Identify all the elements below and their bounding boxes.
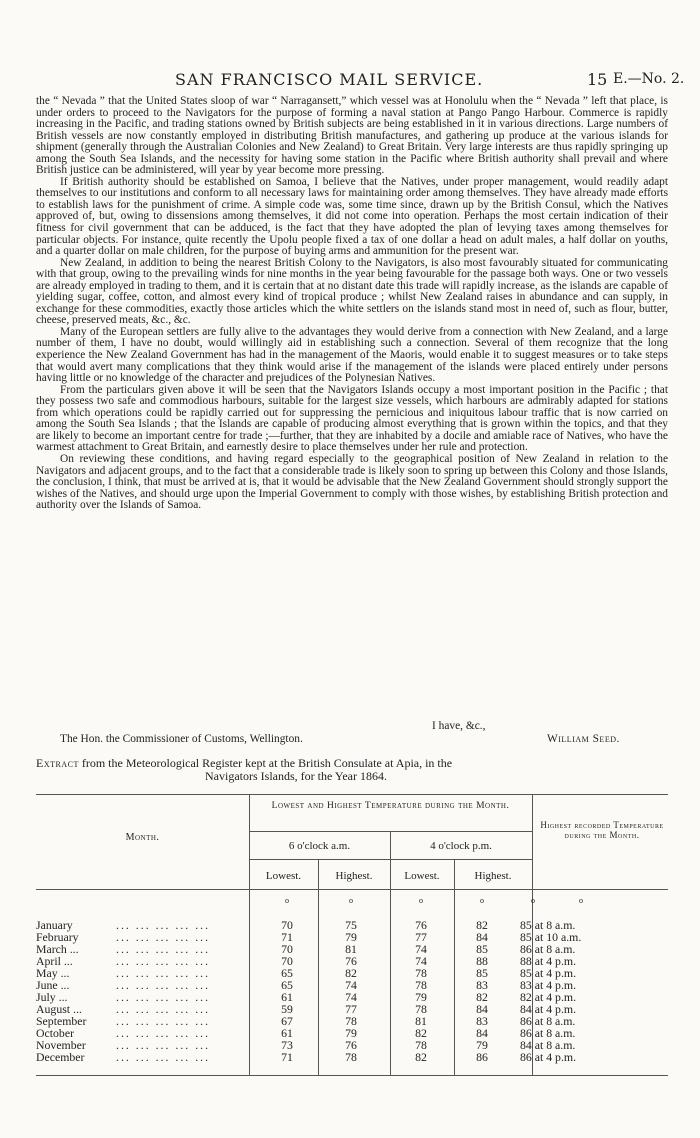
pm-high-cell: 79 [476,1038,488,1052]
am-low-cell: 65 [281,966,293,980]
am-high-cell: 78 [345,1014,357,1028]
pm-highest-header: Highest. [474,870,512,882]
highest-recorded-cell: 84 at 4 p.m. [520,1002,577,1016]
leader-dots: ... ... ... ... ... [116,978,211,992]
pm-low-cell: 78 [415,1002,427,1016]
page-header [0,70,700,94]
table-top-rule [36,794,668,795]
table-row [36,1051,668,1063]
leader-dots: ... ... ... ... ... [116,1038,211,1052]
pm-header: 4 o'clock p.m. [430,840,492,852]
running-title: SAN FRANCISCO MAIL SERVICE. [175,70,484,89]
am-high-cell: 74 [345,990,357,1004]
meteorological-table [36,794,668,1076]
pm-low-cell: 77 [415,930,427,944]
am-high-cell: 79 [345,1026,357,1040]
month-cell: January [36,918,73,932]
am-lowest-header: Lowest. [265,870,302,882]
pm-high-cell: 84 [476,1002,488,1016]
leader-dots: ... ... ... ... ... [116,1014,211,1028]
am-low-cell: 71 [281,930,293,944]
pm-high-cell: 82 [476,990,488,1004]
degree-marker: o [349,896,353,905]
highest-recorded-header: Highest recorded Temperature during the Month. [540,820,664,840]
paragraph: If British authority should be established on Samoa, I believe that the Natives, under proper management, would readily adapt themselves to our institutions and conform to all necessary laws for maintaining order among themselves. They have already made efforts to establish laws for the punishment of crime. A simple code was, some time since, drawn up by the British Consul, which the Natives approved of, but, owing to dissensions among themselves, it did not come into operation. Perhaps the most certain indication of their fitness for civil government that can be adduced, is the fact that they have adopted the plan of levying taxes among themselves for particular objects. For instance, quite recently the Upolu people fixed a tax of one dollar a head on adult males, a half dollar on youths, and a quarter dollar on male children, for the purpose of buying arms and ammunition for the present war. [36,175,668,258]
month-cell: February [36,930,79,944]
degree-marker: o [285,896,289,905]
paragraph: From the particulars given above it will be seen that the Navigators Islands occupy a most important position in the Pacific ; that they possess two safe and commodious harbours, suitable for the largest size vessels, which harbours are admirably adapted for stations from which operations could be rapidly carried out for suppressing the pernicious and iniquitous labour traffic that is now carried on among the South Sea Islands ; that the Islands are capable of producing almost everything that is grown within the topics, and that they are likely to become an important centre for trade ;—further, that they are inhabited by a docile and amiable race of Natives, who have the warmest attachment to Great Britain, and earnestly desire to place themselves under her rule and protection. [36,383,668,454]
am-low-cell: 70 [281,918,293,932]
pm-low-cell: 81 [415,1014,427,1028]
table-caption [36,757,668,783]
pm-low-cell: 76 [415,918,427,932]
caption-text: from the Meteorological Register kept at the British Consulate at Apia, in the [81,756,453,770]
closing-text: I have, &c., [432,720,486,732]
month-cell: August ... [36,1002,82,1016]
am-low-cell: 71 [281,1050,293,1064]
degree-marker: o [480,896,484,905]
am-low-cell: 70 [281,954,293,968]
leader-dots: ... ... ... ... ... [116,990,211,1004]
highest-recorded-cell: 83 at 4 p.m. [520,978,577,992]
month-cell: June ... [36,978,70,992]
pm-high-cell: 83 [476,1014,488,1028]
caption-line-2: Navigators Islands, for the Year 1864. [205,769,387,783]
document-reference: E.—No. 2. [613,71,685,87]
paragraph: New Zealand, in addition to being the nearest British Colony to the Navigators, is also most favourably situated for communicating with that group, owing to the prevailing winds for nine months in the year being favourable for the passage both ways. One or two vessels are already employed in trading to them, and it is certain that at no distant date this trade will rapidly increase, as the islands are capable of yielding sugar, coffee, cotton, and almost every kind of tropical produce ; whilst New Zealand raises in abundance and can supply, in exchange for these commodities, exactly those articles which the white settlers on the islands stand most in need of, such as flour, butter, cheese, preserved meats, &c., &c. [36,256,668,327]
am-high-cell: 76 [345,954,357,968]
leader-dots: ... ... ... ... ... [116,1026,211,1040]
paragraph: Many of the European settlers are fully alive to the advantages they would derive from a connection with New Zealand, and a large number of them, I have no doubt, would willingly aid in establishing such a connection. Several of them recognize that the long experience the New Zealand Government has had in the management of the Maoris, would enable it to suggest measures or to take steps that would avert many complications that they think would arise if the management of the islands were placed entirely under persons having little or no knowledge of the character and prejudices of the Polynesian Natives. [36,325,668,385]
month-cell: September [36,1014,87,1028]
am-high-cell: 79 [345,930,357,944]
am-low-cell: 67 [281,1014,293,1028]
pm-high-cell: 86 [476,1050,488,1064]
am-low-cell: 59 [281,1002,293,1016]
table-bottom-rule [36,1075,668,1076]
caption-label: Extract [36,756,79,770]
pm-high-cell: 88 [476,954,488,968]
highest-recorded-cell: 86 at 8 a.m. [520,1026,576,1040]
am-low-cell: 61 [281,1026,293,1040]
addressee: The Hon. the Commissioner of Customs, Wellington. [60,733,303,745]
highest-recorded-cell: 86 at 8 a.m. [520,1014,576,1028]
pm-high-cell: 85 [476,942,488,956]
header-bottom-rule [36,889,668,890]
am-low-cell: 70 [281,942,293,956]
am-high-cell: 81 [345,942,357,956]
leader-dots: ... ... ... ... ... [116,1050,211,1064]
am-low-cell: 61 [281,990,293,1004]
pm-low-cell: 74 [415,954,427,968]
month-cell: December [36,1050,85,1064]
pm-low-cell: 79 [415,990,427,1004]
month-cell: March ... [36,942,79,956]
leader-dots: ... ... ... ... ... [116,918,211,932]
leader-dots: ... ... ... ... ... [116,954,211,968]
highest-recorded-cell: 85 at 8 a.m. [520,918,576,932]
am-high-cell: 78 [345,1050,357,1064]
paragraph: the “ Nevada ” that the United States sloop of war “ Narragansett,” which vessel was at Honolulu when the “ Nevada ” left that place, is under orders to proceed to the Navigators for the purpose of forming a naval station at Pango Pango Harbour. Commerce is rapidly increasing in the Pacific, and trading stations owned by British subjects are being established in it in various directions. Large numbers of British vessels are now constantly employed in distributing British manufactures, and gathering up produce at the various islands for shipment (generally through the Australian Colonies and New Zealand) to Great Britain. Very large interests are thus rapidly springing up among the South Sea Islands, and the necessity for having some station in the Pacific where British authority shall prevail and where British justice can be administered, will year by year become more pressing. [36,95,668,177]
degree-marker: o [419,896,423,905]
leader-dots: ... ... ... ... ... [116,942,211,956]
leader-dots: ... ... ... ... ... [116,966,211,980]
pm-low-cell: 82 [415,1050,427,1064]
degree-marker: o [531,896,535,905]
highest-recorded-cell: 82 at 4 p.m. [520,990,577,1004]
pm-high-cell: 85 [476,966,488,980]
pm-low-cell: 78 [415,1038,427,1052]
am-low-cell: 73 [281,1038,293,1052]
pm-lowest-header: Lowest. [404,870,440,882]
am-low-cell: 65 [281,978,293,992]
month-cell: October [36,1026,74,1040]
pm-high-cell: 82 [476,918,488,932]
am-header: 6 o'clock a.m. [288,840,351,852]
pm-low-cell: 78 [415,978,427,992]
pm-low-cell: 74 [415,942,427,956]
pm-high-cell: 84 [476,1026,488,1040]
pm-low-cell: 78 [415,966,427,980]
month-cell: April ... [36,954,73,968]
degree-marker: o [579,896,583,905]
am-high-cell: 77 [345,1002,357,1016]
page-number: 15 [587,70,608,89]
signature: William Seed. [547,733,620,745]
pm-high-cell: 84 [476,930,488,944]
am-high-cell: 75 [345,918,357,932]
highest-recorded-cell: 85 at 10 a.m. [520,930,582,944]
am-high-cell: 82 [345,966,357,980]
month-cell: May ... [36,966,70,980]
highest-recorded-cell: 85 at 4 p.m. [520,966,577,980]
highest-recorded-cell: 86 at 8 a.m. [520,942,576,956]
month-header: Month. [125,832,160,843]
highest-recorded-cell: 88 at 4 p.m. [520,954,577,968]
leader-dots: ... ... ... ... ... [116,1002,211,1016]
am-high-cell: 74 [345,978,357,992]
pm-high-cell: 83 [476,978,488,992]
pm-low-cell: 82 [415,1026,427,1040]
temperature-header: Lowest and Highest Temperature during the Month. [271,801,510,811]
highest-recorded-cell: 84 at 8 a.m. [520,1038,576,1052]
paragraph: On reviewing these conditions, and having regard especially to the geographical position of New Zealand in relation to the Navigators and adjacent groups, and to the fact that a considerable trade is likely soon to spring up between this Colony and those Islands, the conclusion, I think, that must be arrived at is, that it would be advisable that the New Zealand Government should strongly support the wishes of the Natives, and should urge upon the Imperial Government to comply with those wishes, by establishing British protection and authority over the Islands of Samoa. [36,452,668,512]
am-high-cell: 76 [345,1038,357,1052]
month-cell: November [36,1038,86,1052]
leader-dots: ... ... ... ... ... [116,930,211,944]
highest-recorded-cell: 86 at 4 p.m. [520,1050,577,1064]
am-highest-header: Highest. [335,870,373,882]
letter-body [36,96,668,512]
month-cell: July ... [36,990,68,1004]
